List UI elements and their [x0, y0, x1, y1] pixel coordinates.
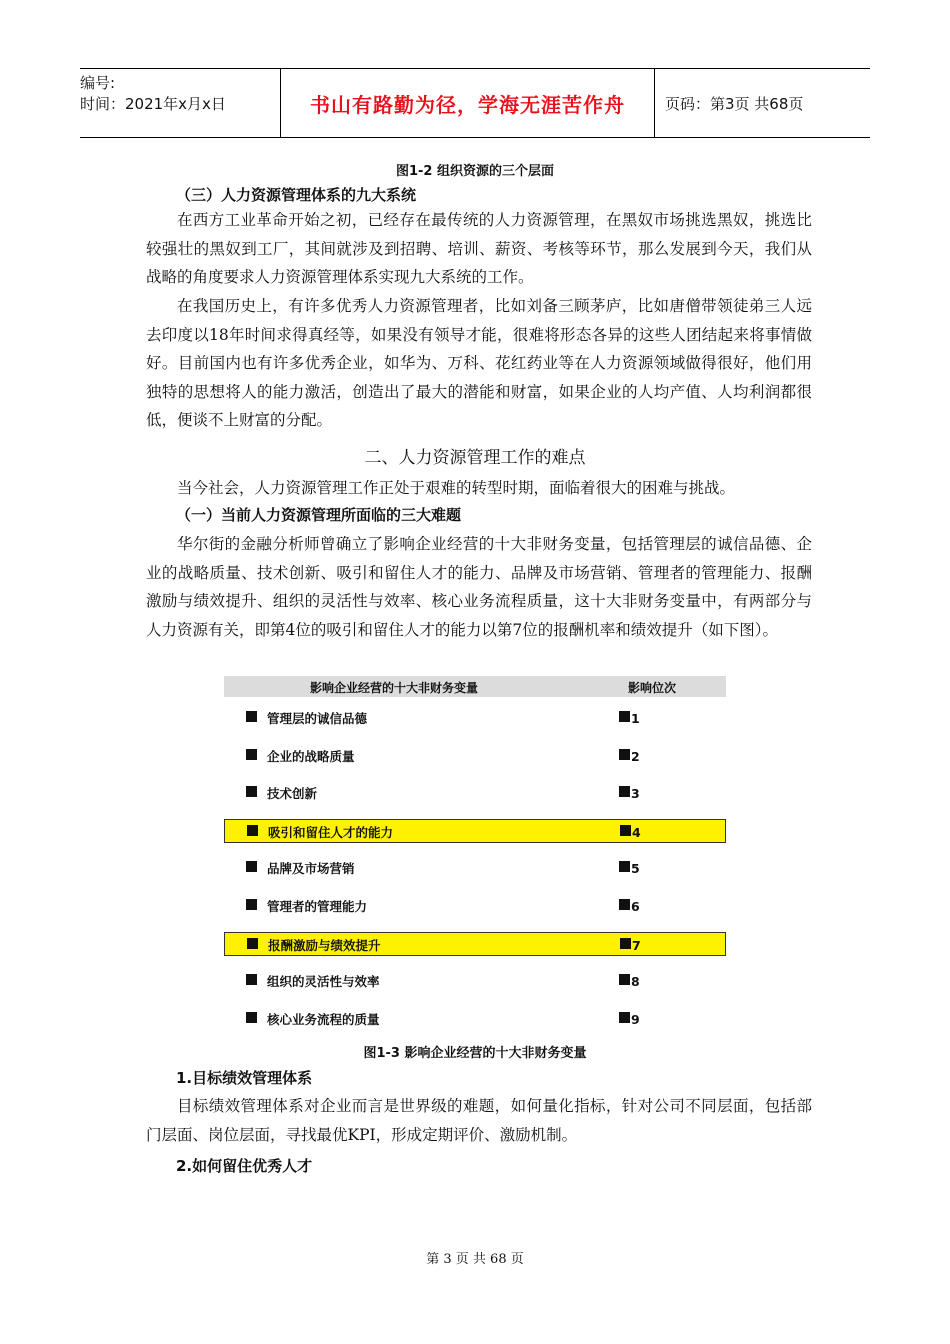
paragraph-transition: 当今社会，人力资源管理工作正处于艰难的转型时期，面临着很大的困难与挑战。 [177, 479, 736, 497]
bullet-square-icon [246, 711, 257, 722]
figure-row [224, 969, 726, 993]
figure-row [224, 706, 726, 730]
rank-square-icon [619, 1012, 630, 1023]
figure-row-label: 管理层的诚信品德 [267, 711, 368, 726]
figure-header [224, 676, 726, 697]
page-footer: 第 3 页 共 68 页 [426, 1252, 524, 1267]
page-header [80, 68, 870, 138]
paragraph-industrial-revolution: 在西方工业革命开始之初，已经存在最传统的人力资源管理，在黑奴市场挑选黑奴，挑选比较强壮的黑奴到工厂，其间就涉及到招聘、培训、薪资、考核等环节，那么发展到今天，我们从战略的角度要求人力资源管理体系实现九大系统的工作。 [146, 211, 812, 287]
heading-target-performance: 1.目标绩效管理体系 [176, 1069, 313, 1087]
bullet-square-icon [246, 749, 257, 760]
rank-square-icon [619, 749, 630, 760]
bullet-square-icon [247, 938, 258, 949]
figure-row [224, 894, 726, 918]
heading-retain-talent: 2.如何留住优秀人才 [176, 1157, 313, 1175]
number-label: 编号: [80, 74, 116, 92]
figure-row-label: 核心业务流程的质量 [267, 1011, 380, 1027]
figure-row-rank: 6 [631, 899, 640, 914]
bullet-square-icon [246, 786, 257, 797]
time-label: 时间：2021年x月x日 [80, 95, 226, 113]
figure-row [224, 819, 726, 843]
figure-row-label: 品牌及市场营销 [267, 861, 355, 877]
figure-col-rank: 影响位次 [628, 681, 677, 695]
figure-1-3-caption: 图1-3 影响企业经营的十大非财务变量 [363, 1046, 587, 1061]
bullet-square-icon [247, 825, 258, 836]
figure-row-label: 报酬激励与绩效提升 [268, 937, 381, 953]
rank-square-icon [620, 825, 631, 836]
figure-row [224, 1007, 726, 1031]
bullet-square-icon [246, 899, 257, 910]
figure-row-rank: 1 [631, 711, 640, 726]
paragraph-wall-street: 华尔街的金融分析师曾确立了影响企业经营的十大非财务变量，包括管理层的诚信品德、企业的战略质量、技术创新、吸引和留住人才的能力、品牌及市场营销、管理者的管理能力、报酬激励与绩效提升、组织的灵活性与效率、核心业务流程质量，这十大非财务变量中，有两部分与人力资源有关，即第4位的吸引和留住人才的能力以第7位的报酬机率和绩效提升（如下图）。 [146, 535, 812, 639]
rank-square-icon [620, 938, 631, 949]
rank-square-icon [619, 899, 630, 910]
figure-row-rank: 2 [631, 748, 640, 764]
figure-row-label: 技术创新 [267, 786, 318, 802]
figure-row-label: 企业的战略质量 [267, 748, 355, 764]
figure-row-label: 管理者的管理能力 [267, 899, 368, 914]
bullet-square-icon [246, 974, 257, 985]
figure-row-rank: 8 [631, 974, 640, 990]
header-meta [80, 69, 280, 137]
heading-nine-systems: （三）人力资源管理体系的九大系统 [176, 186, 417, 204]
rank-square-icon [619, 861, 630, 872]
section-title-difficulties: 二、人力资源管理工作的难点 [364, 448, 586, 468]
figure-row-rank: 7 [632, 937, 641, 953]
paragraph-china-history: 在我国历史上，有许多优秀人力资源管理者，比如刘备三顾茅庐，比如唐僧带领徒弟三人远去印度以18年时间求得真经等，如果没有领导才能，很难将形态各异的这些人团结起来将事情做好。目前国内也有许多优秀企业，如华为、万科、花红药业等在人力资源领域做得很好，他们用独特的思想将人的能力激活，创造出了最大的潜能和财富，如果企业的人均产值、人均利润都很低，便谈不上财富的分配。 [146, 297, 812, 430]
heading-three-problems: （一）当前人力资源管理所面临的三大难题 [176, 506, 462, 524]
rank-square-icon [619, 974, 630, 985]
figure-row-rank: 3 [631, 786, 640, 802]
bullet-square-icon [246, 1012, 257, 1023]
figure-row-label: 吸引和留住人才的能力 [268, 824, 394, 840]
figure-col-variable: 影响企业经营的十大非财务变量 [310, 681, 479, 695]
rank-square-icon [619, 711, 630, 722]
header-motto: 书山有路勤为径，学海无涯苦作舟 [280, 69, 655, 137]
figure-row [224, 856, 726, 880]
bullet-square-icon [246, 861, 257, 872]
figure-row [224, 781, 726, 805]
figure-row-rank: 4 [632, 824, 641, 840]
paragraph-target-performance: 目标绩效管理体系对企业而言是世界级的难题，如何量化指标，针对公司不同层面，包括部门层面、岗位层面，寻找最优KPI，形成定期评价、激励机制。 [146, 1097, 812, 1144]
figure-1-2-caption: 图1-2 组织资源的三个层面 [395, 164, 554, 179]
figure-row [224, 932, 726, 956]
rank-square-icon [619, 786, 630, 797]
figure-row-rank: 9 [631, 1011, 640, 1027]
figure-row-rank: 5 [631, 861, 640, 877]
header-page-info: 页码：第3页 共68页 [665, 94, 804, 113]
figure-ten-variables [224, 676, 726, 1030]
figure-row-label: 组织的灵活性与效率 [267, 974, 380, 990]
figure-row [224, 744, 726, 768]
